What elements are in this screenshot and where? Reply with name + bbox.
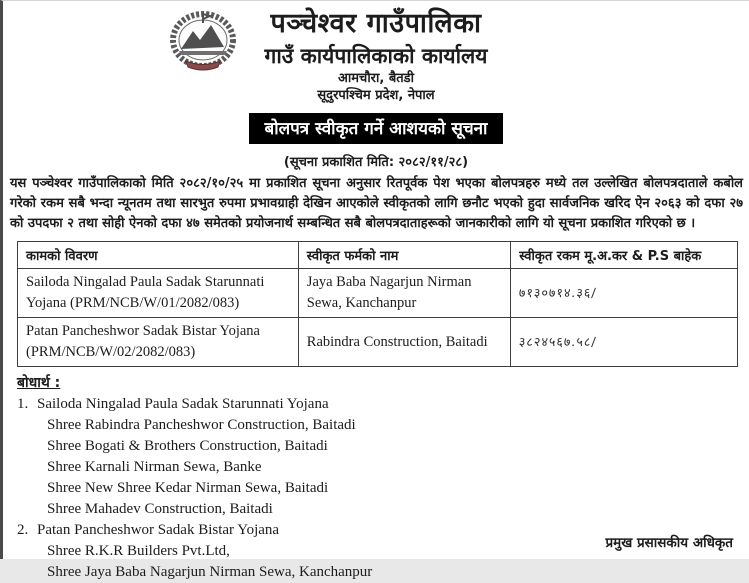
cc-firm-line: Shree Jaya Baba Nagarjun Nirman Sewa, Kanchanpur <box>47 564 373 580</box>
cc-section <box>17 373 749 583</box>
work-description-cell: Patan Pancheshwor Sadak Bistar Yojana (PRM/NCB/W/02/2082/083) <box>18 318 299 367</box>
province-line: सूदुरपश्चिम प्रदेश, नेपाल <box>317 88 435 103</box>
municipality-name: पञ्चेश्वर गाउँपालिका <box>270 8 482 39</box>
cc-firm-line: Shree Karnali Nirman Sewa, Banke <box>47 459 262 475</box>
notice-title-banner: बोलपत्र स्वीकृत गर्ने आशयको सूचना <box>249 113 504 144</box>
cc-item-title <box>17 394 749 415</box>
cc-firm-line: Shree Mahadev Construction, Baitadi <box>47 501 273 517</box>
cc-firm-line: Shree New Shree Kedar Nirman Sewa, Baitadi <box>47 480 329 496</box>
firm-name-cell: Jaya Baba Nagarjun Nirman Sewa, Kanchanpur <box>298 269 510 318</box>
cc-heading: बोधार्थ : <box>17 375 61 391</box>
table-row <box>18 318 738 367</box>
cc-item-title-text: Sailoda Ningalad Paula Sadak Starunnati Yojana <box>37 396 329 412</box>
header-firm-name: स्वीकृत फर्मको नाम <box>298 242 510 269</box>
award-table <box>17 241 738 367</box>
firm-name-cell: Rabindra Construction, Baitadi <box>298 318 510 367</box>
office-name: गाउँ कार्यपालिकाको कार्यालय <box>264 44 488 68</box>
amount-cell <box>511 269 738 318</box>
letterhead <box>3 1 749 104</box>
banner-wrap <box>3 113 749 144</box>
table-header-row <box>18 242 738 269</box>
published-date: (सूचना प्रकाशित मिति: २०८२/११/२८) <box>283 155 469 170</box>
amount-cell <box>511 318 738 367</box>
handwritten-amount: ३८२४५६७.५८/ <box>518 334 598 349</box>
handwritten-amount: ७१३०७१४.३६/ <box>518 285 598 300</box>
notice-body-paragraph: यस पञ्चेश्वर गाउँपालिकाको मिति २०८२/१०/२५ मा प्रकाशित सूचना अनुसार रितपूर्वक पेश भएका बोलपत्रहरु मध्ये तल उल्लेखित बोलपत्रदाताले कबोल गरेको रकम सबै भन्दा न्यूनतम तथा सारभुत रुपमा प्रभावग्राही देखिन आएकोले स्वीकृतको लागि छनौट भएको हुदा सार्वजनिक खरिद ऐन २०६३ को दफा २७ को उपदफा २ तथा सोही ऐनको दफा ४७ समेतको प्रयोजनार्थ सम्बन्धित सबै बोलपत्रदाताहरूको जानकारीको लागि यो सूचना प्रकाशित गरिएको छ । <box>10 176 743 231</box>
cc-item-number: 1. <box>17 396 29 412</box>
cc-firm-line: Shree Bogati & Brothers Construction, Baitadi <box>47 438 328 454</box>
table-row <box>18 269 738 318</box>
signature-title: प्रमुख प्रसासकीय अधिकृत <box>605 535 733 551</box>
header-approved-amount: स्वीकृत रकम मू.अ.कर & P.S बाहेक <box>511 242 738 269</box>
address-line: आमचौरा, बैतडी <box>338 71 414 86</box>
cc-firm-line: Shree R.K.R Builders Pvt.Ltd, <box>47 543 230 559</box>
cc-firm-line: Shree Rabindra Pancheshwor Construction, Baitadi <box>47 417 356 433</box>
nepal-coat-of-arms-icon <box>166 7 240 75</box>
cc-item-title-text: Patan Pancheshwor Sadak Bistar Yojana <box>37 522 280 538</box>
cc-item-number: 2. <box>17 522 29 538</box>
work-description-cell: Sailoda Ningalad Paula Sadak Starunnati Yojana (PRM/NCB/W/01/2082/083) <box>18 269 299 318</box>
header-work-description: कामको विवरण <box>18 242 299 269</box>
